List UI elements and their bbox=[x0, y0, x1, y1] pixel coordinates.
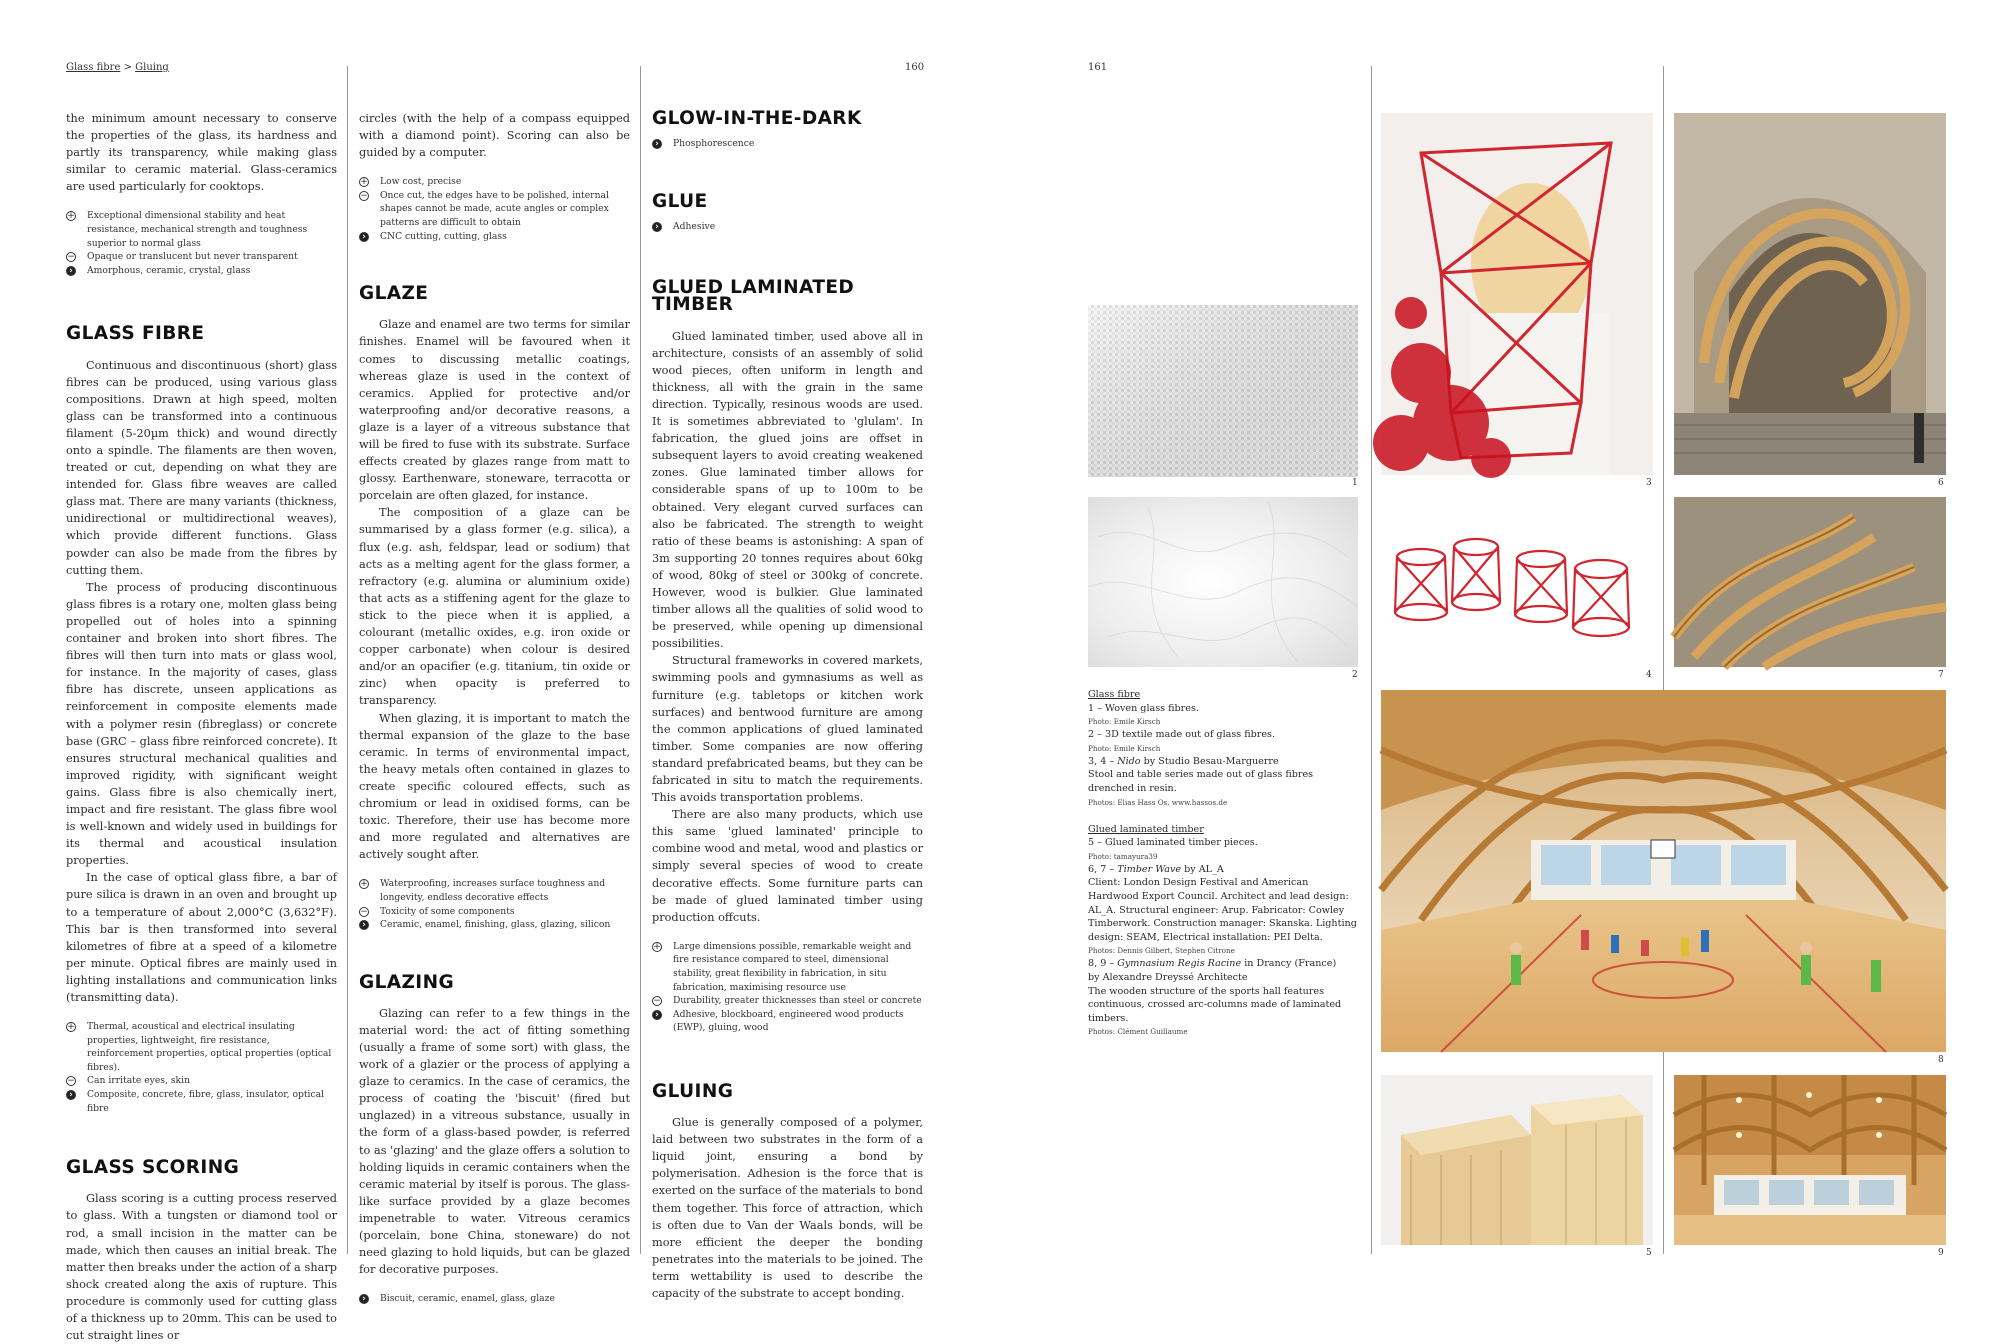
photo-nido-making bbox=[1381, 113, 1653, 475]
entry-title-gluing: GLUING bbox=[652, 1081, 734, 1102]
plus-icon: + bbox=[67, 1022, 75, 1033]
minus-icon: − bbox=[67, 252, 75, 263]
property-drawback: − Opaque or translucent but never transparent bbox=[67, 251, 298, 263]
caption: 3, 4 – Nido by Studio Besau-Marguerre bbox=[1088, 755, 1279, 767]
arrow-circle-icon bbox=[359, 920, 369, 930]
breadcrumb-current[interactable]: Gluing bbox=[135, 62, 169, 73]
minus-icon: − bbox=[653, 996, 661, 1007]
photo-timber-wave-facade bbox=[1674, 113, 1946, 475]
text-column-3 bbox=[652, 110, 923, 1302]
property-advantage: + Low cost, precise bbox=[360, 176, 462, 188]
figure-number: 2 bbox=[1352, 670, 1358, 680]
caption: 1 – Woven glass fibres. bbox=[1088, 702, 1199, 714]
plus-icon: + bbox=[360, 879, 368, 890]
entry-title-glow-in-the-dark: GLOW-IN-THE-DARK bbox=[652, 108, 862, 129]
plus-icon: + bbox=[67, 211, 75, 222]
property-advantage: + Large dimensions possible, remarkable weight and fire resistance compared to steel, dimensional stability, great flexibility in fabrication, in situ fabrication, maximising resource use bbox=[653, 940, 912, 993]
entry-title-glass-fibre: GLASS FIBRE bbox=[66, 323, 205, 345]
property-see-also: › CNC cutting, cutting, glass bbox=[359, 230, 630, 244]
column-rule-3 bbox=[1371, 66, 1372, 1254]
glass-fibre-paragraph: Continuous and discontinuous (short) glass fibres can be produced, using various glass compositions. Drawn at high speed, molten glass can be transformed into a continuous filament (5-20µm thick) and wound directly onto a spindle. The filaments are then woven, treated or cut, depending on what they are intended for. Glass fibre weaves are called glass mat. There are many variants (thickness, unidirectional or multidirectional weaves), which provide different functions. Glass powder can also be made from the fibres by cutting them. bbox=[66, 358, 337, 577]
glass-fibre-paragraph: In the case of optical glass fibre, a bar of pure silica is drawn in an oven and brought up to a temperature of about 2,000°C (3,632°F). This bar is then transformed into several kilometres of fibre at a speed of a kilometre per minute. Optical fibres are mainly used in lighting installations and communication links (transmitting data). bbox=[66, 871, 337, 1004]
property-list bbox=[652, 137, 923, 151]
text-column-2 bbox=[359, 110, 630, 1306]
glt-paragraph: There are also many products, which use this same 'glued laminated' principle to combine wood and metal, wood and plastics or simply several species of wood to create decorative effects. Some furniture parts can be made of glued laminated timber using production offcuts. bbox=[652, 808, 923, 924]
gluing-paragraph: Glue is generally composed of a polymer, laid between two substrates in the form of a liquid joint, ensuring a bond by polymerisation. Adhesion is the force that is exerted on the surface of the materials to bond them together. This force of attraction, which is often due to Van der Waals bonds, will be more efficient the deeper the bonding penetrates into the materials to be joined. The term wettability is used to describe the capacity of the substrate to accept bonding. bbox=[652, 1116, 923, 1301]
glass-ceramic-continued: the minimum amount necessary to conserve the properties of the glass, its hardness and partly its transparency, while making glass similar to ceramic material. Glass-ceramics are used particularly for cooktops. bbox=[66, 112, 337, 194]
photo-nido-stools bbox=[1381, 497, 1653, 667]
property-list bbox=[66, 1020, 337, 1115]
glaze-paragraph: Glaze and enamel are two terms for similar finishes. Enamel will be favoured when it comes to discussing metallic coatings, whereas glaze is used in the context of ceramics. Applied for protective and/or waterproofing and/or decorative reasons, a glaze is a layer of a vitreous substance that will be fired to fuse with its substrate. Surface effects created by glazes range from matt to glossy. Earthenware, stoneware, terracotta or porcelain are often glazed, for instance. bbox=[359, 318, 630, 503]
arrow-circle-icon bbox=[652, 139, 662, 149]
arrow-circle-icon bbox=[652, 222, 662, 232]
minus-icon: − bbox=[360, 906, 368, 917]
property-list bbox=[652, 220, 923, 234]
property-drawback: − Once cut, the edges have to be polished, internal shapes cannot be made, acute angles or complex patterns are difficult to obtain bbox=[360, 189, 609, 229]
photo-glulam-pieces bbox=[1381, 1075, 1653, 1245]
property-advantage: + Thermal, acoustical and electrical insulating properties, lightweight, fire resistance, reinforcement properties, optical properties (optical fibres). bbox=[67, 1021, 332, 1073]
photo-credit: Photos: Clément Guillaume bbox=[1088, 1027, 1188, 1037]
glass-scoring-continued: circles (with the help of a compass equipped with a diamond point). Scoring can also be guided by a computer. bbox=[359, 112, 630, 160]
photo-woven-glass-fibre bbox=[1088, 305, 1358, 477]
caption: 6, 7 – Timber Wave by AL_A bbox=[1088, 863, 1224, 875]
property-advantage: + Exceptional dimensional stability and heat resistance, mechanical strength and toughness superior to normal glass bbox=[67, 210, 308, 249]
glazing-paragraph: Glazing can refer to a few things in the material word: the act of fitting something (usually a frame of some sort) with glass, the work of a glazier or the process of applying a glaze to ceramics. In the case of ceramics, the process of coating the 'biscuit' (fired but unglazed) in a vitreous substance, usually in the form of a glass-based powder, is referred to as 'glazing' and the glaze offers a solution to holding liquids in ceramic containers when the ceramic material by itself is porous. The glass-like surface provided by a glaze becomes impenetrable to water. Vitreous ceramics (porcelain, bone China, stoneware) do not need glazing to hold liquids, but can be glazed for decorative purposes. bbox=[359, 1006, 630, 1277]
caption-section-title: Glued laminated timber bbox=[1088, 823, 1204, 835]
caption-description: Client: London Design Festival and American Hardwood Export Council. Architect and lead design: AL_A. Structural engineer: Arup. Fabricator: Cowley Timberwork. Construction manager: Skanska. Lighting design: SEAM, Electrical installation: PEI Delta. bbox=[1088, 877, 1357, 943]
figure-number: 1 bbox=[1352, 478, 1358, 488]
caption-section-title: Glass fibre bbox=[1088, 689, 1141, 700]
photo-credit: Photo: Emile Kirsch bbox=[1088, 717, 1161, 727]
arrow-circle-icon bbox=[66, 1090, 76, 1100]
property-see-also: › Adhesive, blockboard, engineered wood products (EWP), gluing, wood bbox=[652, 1008, 923, 1035]
property-see-also: › Biscuit, ceramic, enamel, glass, glaze bbox=[359, 1292, 630, 1306]
glaze-paragraph: The composition of a glaze can be summarised by a glass former (e.g. silica), a flux (e.g. ash, feldspar, lead or sodium) that acts as a melting agent for the glass former, a refractory (e.g. alumina or aluminium oxide) that acts as a stiffening agent for the glaze to stick to the piece when it is applied, a colourant (metallic oxides, e.g. iron oxide or copper carbonate) when colour is desired and/or an opacifier (e.g. titanium, tin oxide or zinc) when opacity is preferred to transparency. bbox=[359, 506, 630, 708]
photo-timber-wave-detail bbox=[1674, 497, 1946, 667]
entry-title-glued-laminated-timber: GLUED LAMINATED TIMBER bbox=[652, 277, 855, 316]
caption: 5 – Glued laminated timber pieces. bbox=[1088, 837, 1258, 849]
arrow-circle-icon bbox=[652, 1010, 662, 1020]
minus-icon: − bbox=[67, 1076, 75, 1087]
breadcrumb bbox=[66, 62, 169, 73]
breadcrumb-separator: > bbox=[123, 62, 132, 73]
plus-icon: + bbox=[360, 177, 368, 188]
column-rule-4 bbox=[1663, 66, 1664, 1254]
property-list bbox=[66, 209, 337, 277]
figure-number: 3 bbox=[1646, 478, 1652, 488]
caption: by Alexandre Dreyssé Architecte bbox=[1088, 971, 1248, 983]
glass-fibre-paragraph: The process of producing discontinuous glass fibres is a rotary one, molten glass being propelled out of holes into a spinning container and broken into short fibres. The fibres will then turn into mats or glass wool, for instance. In the majority of cases, glass fibre has discrete, unseen applications as reinforcement in composite elements made with a polymer resin (fibreglass) or concrete base (GRC – glass fibre reinforced concrete). It ensures structural mechanical qualities and improved rigidity, with significant weight gains. Glass fibre is also chemically inert, impact and fire resistant. The glass fibre wool is well-known and widely used in buildings for its thermal and acoustical insulation properties. bbox=[66, 580, 337, 868]
photo-captions bbox=[1088, 688, 1358, 1038]
photo-gymnasium-interior bbox=[1381, 690, 1946, 1052]
photo-credit: Photo: Emile Kirsch bbox=[1088, 743, 1161, 753]
entry-title-glass-scoring: GLASS SCORING bbox=[66, 1157, 240, 1179]
photo-credit: Photo: tamayura39 bbox=[1088, 851, 1158, 861]
figure-number: 5 bbox=[1646, 1248, 1652, 1258]
figure-number: 7 bbox=[1938, 670, 1944, 680]
property-see-also: › Ceramic, enamel, finishing, glass, glazing, silicon bbox=[359, 918, 630, 932]
entry-title-glue: GLUE bbox=[652, 190, 708, 212]
photo-3d-glass-textile bbox=[1088, 497, 1358, 667]
property-see-also: › Phosphorescence bbox=[652, 137, 923, 151]
glass-scoring-paragraph: Glass scoring is a cutting process reserved to glass. With a tungsten or diamond tool or rod, a small incision in the matter can be made, which then causes an initial break. The matter then breaks under the action of a sharp shock created along the axis of rupture. This procedure is commonly used for cutting glass of a thickness up to 20mm. This can be used to cut straight lines or bbox=[66, 1192, 337, 1343]
photo-credit: Photos: Elias Hass Os, www.hassos.de bbox=[1088, 797, 1228, 807]
figure-number: 4 bbox=[1646, 670, 1652, 680]
column-rule-2 bbox=[640, 66, 641, 1254]
arrow-circle-icon bbox=[66, 266, 76, 276]
figure-number: 6 bbox=[1938, 478, 1944, 488]
property-see-also: › Composite, concrete, fibre, glass, insulator, optical fibre bbox=[66, 1088, 337, 1115]
arrow-circle-icon bbox=[359, 232, 369, 242]
caption-description: The wooden structure of the sports hall features continuous, crossed arc-columns made of laminated timbers. bbox=[1088, 985, 1342, 1024]
caption: 2 – 3D textile made out of glass fibres. bbox=[1088, 729, 1276, 741]
entry-title-glazing: GLAZING bbox=[359, 971, 455, 993]
glt-paragraph: Glued laminated timber, used above all in architecture, consists of an assembly of solid wood pieces, often uniform in length and thickness, all with the grain in the same direction. Typically, resinous woods are used. It is sometimes abbreviated to 'glulam'. In fabrication, the glued joins are offset in subsequent layers to avoid creating weakened zones. Glue laminated timber allows for considerable spans of up to 100m to be obtained. Very elegant curved surfaces can also be fabricated. The strength to weight ratio of these beams is astonishing: A span of 3m supporting 20 tonnes requires about 60kg of wood, 80kg of steel or 300kg of concrete. However, wood is bulkier. Glue laminated timber allows all the qualities of solid wood to be preserved, while opening up dimensional possibilities. bbox=[652, 329, 923, 651]
text-column-1 bbox=[66, 110, 337, 1344]
entry-title-glaze: GLAZE bbox=[359, 283, 429, 305]
plus-icon: + bbox=[653, 941, 661, 952]
property-drawback: − Can irritate eyes, skin bbox=[67, 1075, 190, 1087]
minus-icon: − bbox=[360, 190, 368, 201]
property-advantage: + Waterproofing, increases surface toughness and longevity, endless decorative effects bbox=[360, 878, 606, 903]
page-number-left: 160 bbox=[905, 62, 925, 73]
figure-number: 9 bbox=[1938, 1248, 1944, 1258]
property-drawback: − Durability, greater thicknesses than steel or concrete bbox=[653, 995, 922, 1007]
caption: 8, 9 – Gymnasium Regis Racine in Drancy (France) bbox=[1088, 958, 1337, 970]
column-rule-1 bbox=[347, 66, 348, 1254]
photo-credit: Photos: Dennis Gilbert, Stephen Citrone bbox=[1088, 946, 1235, 956]
figure-number: 8 bbox=[1938, 1055, 1944, 1065]
glaze-paragraph: When glazing, it is important to match the thermal expansion of the glaze to the base ceramic. In terms of environmental impact, the heavy metals often contained in glazes to create specific coloured effects, such as chromium or lead in oxidised forms, can be toxic. Therefore, their use has become more and more regulated and alternatives are actively sought after. bbox=[359, 711, 630, 862]
property-list bbox=[359, 175, 630, 243]
arrow-circle-icon bbox=[359, 1294, 369, 1304]
glt-paragraph: Structural frameworks in covered markets, swimming pools and gymnasiums as well as furniture (e.g. tabletops or kitchen work surfaces) and bentwood furniture are among the common applications of glued laminated timber. Some companies are now offering standard prefabricated beams, but they can be fabricated in situ to match the requirements. This avoids transportation problems. bbox=[652, 654, 923, 805]
property-list bbox=[652, 940, 923, 1035]
property-list bbox=[359, 1292, 630, 1306]
property-list bbox=[359, 877, 630, 931]
photo-gymnasium-ceiling bbox=[1674, 1075, 1946, 1245]
page-number-right: 161 bbox=[1088, 62, 1108, 73]
caption-description: Stool and table series made out of glass fibres drenched in resin. bbox=[1088, 769, 1314, 794]
breadcrumb-section[interactable]: Glass fibre bbox=[66, 62, 121, 73]
property-see-also: › Amorphous, ceramic, crystal, glass bbox=[66, 264, 337, 278]
property-see-also: › Adhesive bbox=[652, 220, 923, 234]
property-drawback: − Toxicity of some components bbox=[360, 905, 515, 917]
